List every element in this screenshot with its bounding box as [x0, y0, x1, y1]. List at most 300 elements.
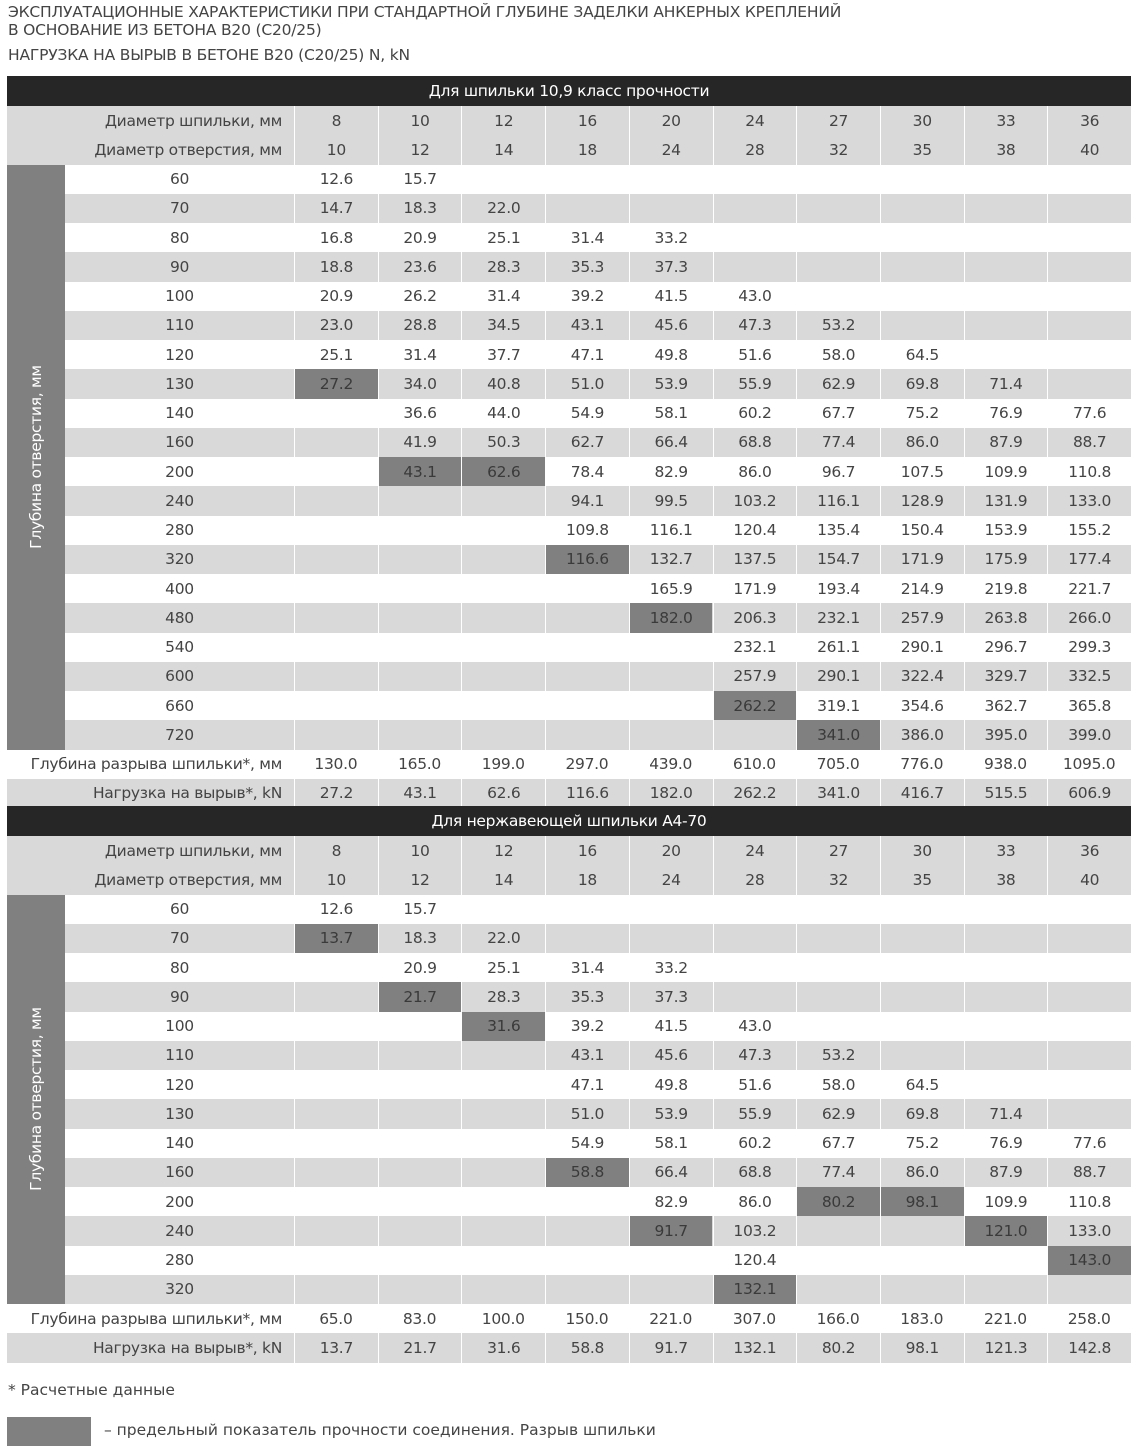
break-depth-cell: 258.0	[1067, 1309, 1111, 1328]
value-cell: 35.3	[545, 252, 629, 281]
depth-cell: 60	[169, 900, 190, 919]
legend-swatch	[7, 1417, 91, 1446]
value-cell	[294, 720, 378, 749]
diameter-row	[7, 836, 1131, 865]
limit-value-cell: 116.6	[545, 545, 629, 574]
depth-cell: 100	[165, 287, 194, 306]
value-cell	[294, 1246, 378, 1275]
value-cell	[461, 1216, 545, 1245]
value-cell	[461, 720, 545, 749]
value-cell	[880, 1275, 964, 1304]
value-cell	[545, 574, 629, 603]
value-cell	[964, 165, 1048, 194]
diameter-cell: 20	[629, 836, 713, 865]
value-cell: 51.0	[545, 369, 629, 398]
value-cell: 96.7	[796, 457, 880, 486]
limit-value-cell: 80.2	[796, 1187, 880, 1216]
value-cell	[461, 545, 545, 574]
header-line-3: НАГРУЗКА НА ВЫРЫВ В БЕТОНЕ В20 (С20/25) N, kN	[8, 46, 410, 64]
value-cell: 28.3	[461, 982, 545, 1011]
depth-axis-label-box	[7, 895, 65, 1305]
value-cell: 66.4	[629, 1158, 713, 1187]
value-cell: 31.4	[378, 340, 462, 369]
value-cell: 171.9	[713, 574, 797, 603]
value-cell: 232.1	[796, 603, 880, 632]
value-cell	[461, 1099, 545, 1128]
footnote: * Расчетные данные	[8, 1381, 175, 1399]
depth-cell: 130	[165, 1104, 194, 1123]
value-cell	[880, 1216, 964, 1245]
depth-cell: 90	[169, 987, 190, 1006]
value-cell	[461, 603, 545, 632]
value-cell: 82.9	[629, 457, 713, 486]
pullout-load-cell: 27.2	[294, 779, 378, 808]
value-cell: 263.8	[964, 603, 1048, 632]
value-cell	[796, 924, 880, 953]
value-cell: 28.3	[461, 252, 545, 281]
value-cell	[880, 311, 964, 340]
value-cell	[378, 691, 462, 720]
value-cell	[378, 486, 462, 515]
value-cell	[378, 574, 462, 603]
table-row	[7, 691, 1131, 720]
value-cell: 28.8	[378, 311, 462, 340]
value-cell: 177.4	[1047, 545, 1131, 574]
value-cell: 133.0	[1047, 486, 1131, 515]
value-cell: 86.0	[713, 457, 797, 486]
value-cell	[461, 633, 545, 662]
value-cell	[880, 194, 964, 223]
value-cell	[378, 516, 462, 545]
value-cell: 88.7	[1047, 1158, 1131, 1187]
value-cell: 18.8	[294, 252, 378, 281]
value-cell: 257.9	[880, 603, 964, 632]
value-cell	[1047, 165, 1131, 194]
value-cell	[880, 1041, 964, 1070]
table-row	[7, 1246, 1131, 1275]
limit-value-cell: 21.7	[378, 982, 462, 1011]
table-row	[7, 1158, 1131, 1187]
table-row	[7, 1187, 1131, 1216]
value-cell	[294, 1099, 378, 1128]
value-cell	[378, 1070, 462, 1099]
hole-diameter-cell: 32	[796, 135, 880, 164]
hole-diameter-cell: 18	[545, 135, 629, 164]
value-cell: 58.1	[629, 399, 713, 428]
diameter-label: Диаметр шпильки, мм	[104, 111, 282, 130]
depth-axis-label: Глубина отверстия, мм	[27, 1007, 45, 1192]
value-cell	[294, 1187, 378, 1216]
value-cell: 62.9	[796, 1099, 880, 1128]
value-cell: 110.8	[1047, 1187, 1131, 1216]
value-cell	[964, 953, 1048, 982]
hole-diameter-cell: 40	[1047, 135, 1131, 164]
diameter-cell: 8	[294, 836, 378, 865]
hole-diameter-row	[7, 865, 1131, 894]
diameter-cell: 27	[796, 836, 880, 865]
value-cell: 51.6	[713, 1070, 797, 1099]
value-cell: 88.7	[1047, 428, 1131, 457]
table-row	[7, 457, 1131, 486]
value-cell: 12.6	[294, 895, 378, 924]
value-cell	[294, 1158, 378, 1187]
break-depth-cell: 130.0	[314, 755, 358, 774]
value-cell	[294, 1041, 378, 1070]
value-cell	[1047, 1275, 1131, 1304]
value-cell: 206.3	[713, 603, 797, 632]
value-cell	[294, 1275, 378, 1304]
break-depth-cell: 166.0	[816, 1309, 860, 1328]
depth-cell: 240	[165, 1221, 194, 1240]
value-cell: 41.5	[629, 282, 713, 311]
value-cell: 60.2	[713, 399, 797, 428]
value-cell: 319.1	[796, 691, 880, 720]
value-cell	[1047, 194, 1131, 223]
value-cell: 36.6	[378, 399, 462, 428]
value-cell	[378, 545, 462, 574]
value-cell	[545, 194, 629, 223]
value-cell	[713, 223, 797, 252]
break-depth-cell: 297.0	[565, 755, 609, 774]
depth-cell: 80	[169, 958, 190, 977]
value-cell: 109.8	[545, 516, 629, 545]
hole-diameter-cell: 38	[964, 135, 1048, 164]
value-cell	[294, 1216, 378, 1245]
pullout-load-cell: 341.0	[796, 779, 880, 808]
value-cell	[796, 1012, 880, 1041]
depth-cell: 600	[165, 667, 194, 686]
break-depth-cell: 776.0	[900, 755, 944, 774]
value-cell: 68.8	[713, 428, 797, 457]
value-cell: 354.6	[880, 691, 964, 720]
value-cell: 75.2	[880, 399, 964, 428]
depth-cell: 110	[165, 316, 194, 335]
value-cell: 131.9	[964, 486, 1048, 515]
value-cell: 34.0	[378, 369, 462, 398]
hole-diameter-cell: 12	[378, 135, 462, 164]
value-cell: 120.4	[713, 1246, 797, 1275]
depth-cell: 70	[169, 929, 190, 948]
diameter-row	[7, 106, 1131, 135]
pullout-load-cell: 13.7	[294, 1333, 378, 1362]
value-cell: 214.9	[880, 574, 964, 603]
limit-value-cell: 13.7	[294, 924, 378, 953]
value-cell: 31.4	[545, 953, 629, 982]
value-cell	[1047, 895, 1131, 924]
value-cell: 64.5	[880, 340, 964, 369]
value-cell	[880, 282, 964, 311]
value-cell	[1047, 369, 1131, 398]
value-cell	[378, 603, 462, 632]
value-cell	[629, 194, 713, 223]
value-cell	[629, 924, 713, 953]
value-cell: 62.9	[796, 369, 880, 398]
value-cell	[294, 1070, 378, 1099]
pullout-load-cell: 62.6	[461, 779, 545, 808]
table-row	[7, 982, 1131, 1011]
value-cell	[294, 953, 378, 982]
diameter-cell: 30	[880, 836, 964, 865]
value-cell	[545, 691, 629, 720]
break-depth-cell: 83.0	[402, 1309, 437, 1328]
limit-value-cell: 132.1	[713, 1275, 797, 1304]
table-row	[7, 311, 1131, 340]
value-cell	[713, 953, 797, 982]
value-cell: 67.7	[796, 1129, 880, 1158]
value-cell	[1047, 1041, 1131, 1070]
value-cell: 150.4	[880, 516, 964, 545]
value-cell: 47.1	[545, 340, 629, 369]
value-cell	[796, 252, 880, 281]
value-cell	[629, 165, 713, 194]
value-cell: 329.7	[964, 662, 1048, 691]
value-cell: 266.0	[1047, 603, 1131, 632]
depth-cell: 320	[165, 550, 194, 569]
value-cell: 58.1	[629, 1129, 713, 1158]
value-cell	[796, 895, 880, 924]
value-cell: 386.0	[880, 720, 964, 749]
hole-diameter-cell: 10	[294, 865, 378, 894]
value-cell: 53.9	[629, 1099, 713, 1128]
depth-cell: 130	[165, 374, 194, 393]
value-cell: 76.9	[964, 399, 1048, 428]
value-cell: 171.9	[880, 545, 964, 574]
value-cell: 37.3	[629, 982, 713, 1011]
value-cell: 69.8	[880, 369, 964, 398]
pullout-load-cell: 515.5	[964, 779, 1048, 808]
value-cell	[1047, 924, 1131, 953]
table-row	[7, 633, 1131, 662]
value-cell	[964, 1246, 1048, 1275]
break-depth-cell: 221.0	[984, 1309, 1027, 1328]
value-cell: 82.9	[629, 1187, 713, 1216]
value-cell	[713, 924, 797, 953]
value-cell: 193.4	[796, 574, 880, 603]
value-cell: 221.7	[1047, 574, 1131, 603]
value-cell: 25.1	[461, 953, 545, 982]
value-cell	[545, 603, 629, 632]
table-row	[7, 252, 1131, 281]
value-cell	[880, 223, 964, 252]
depth-cell: 70	[169, 199, 190, 218]
value-cell: 34.5	[461, 311, 545, 340]
value-cell: 77.6	[1047, 1129, 1131, 1158]
value-cell	[545, 924, 629, 953]
pullout-load-cell: 98.1	[880, 1333, 964, 1362]
value-cell: 47.1	[545, 1070, 629, 1099]
value-cell: 23.6	[378, 252, 462, 281]
value-cell	[1047, 1070, 1131, 1099]
value-cell: 53.2	[796, 1041, 880, 1070]
table-row	[7, 895, 1131, 924]
value-cell: 77.4	[796, 428, 880, 457]
value-cell	[378, 1158, 462, 1187]
value-cell: 77.6	[1047, 399, 1131, 428]
value-cell	[1047, 340, 1131, 369]
value-cell: 66.4	[629, 428, 713, 457]
depth-axis-label-box	[7, 165, 65, 750]
depth-cell: 110	[165, 1046, 194, 1065]
value-cell: 99.5	[629, 486, 713, 515]
depth-cell: 400	[165, 579, 194, 598]
value-cell	[964, 895, 1048, 924]
value-cell: 132.7	[629, 545, 713, 574]
diameter-cell: 36	[1047, 836, 1131, 865]
diameter-cell: 24	[713, 106, 797, 135]
table-row	[7, 1216, 1131, 1245]
value-cell	[1047, 252, 1131, 281]
value-cell	[378, 1129, 462, 1158]
value-cell: 37.3	[629, 252, 713, 281]
value-cell	[378, 1246, 462, 1275]
value-cell	[294, 399, 378, 428]
table-row	[7, 486, 1131, 515]
value-cell	[964, 311, 1048, 340]
hole-diameter-row	[7, 135, 1131, 164]
value-cell: 22.0	[461, 924, 545, 953]
hole-diameter-cell: 35	[880, 135, 964, 164]
value-cell: 219.8	[964, 574, 1048, 603]
value-cell	[461, 486, 545, 515]
value-cell: 55.9	[713, 1099, 797, 1128]
value-cell: 107.5	[880, 457, 964, 486]
value-cell	[545, 720, 629, 749]
pullout-load-cell: 80.2	[796, 1333, 880, 1362]
table-row	[7, 1070, 1131, 1099]
pullout-load-label: Нагрузка на вырыв*, kN	[92, 1338, 282, 1357]
value-cell	[629, 895, 713, 924]
value-cell: 103.2	[713, 486, 797, 515]
value-cell: 31.4	[461, 282, 545, 311]
hole-diameter-cell: 28	[713, 865, 797, 894]
table-row	[7, 1099, 1131, 1128]
value-cell	[461, 895, 545, 924]
value-cell: 54.9	[545, 1129, 629, 1158]
pullout-load-cell: 416.7	[880, 779, 964, 808]
value-cell: 76.9	[964, 1129, 1048, 1158]
value-cell: 86.0	[880, 1158, 964, 1187]
break-depth-cell: 705.0	[816, 755, 860, 774]
break-depth-cell: 307.0	[732, 1309, 776, 1328]
diameter-cell: 8	[294, 106, 378, 135]
depth-cell: 200	[165, 1192, 194, 1211]
break-depth-cell: 165.0	[398, 755, 441, 774]
value-cell: 68.8	[713, 1158, 797, 1187]
value-cell	[461, 1070, 545, 1099]
value-cell	[880, 165, 964, 194]
value-cell	[461, 574, 545, 603]
value-cell: 12.6	[294, 165, 378, 194]
break-depth-cell: 610.0	[732, 755, 776, 774]
value-cell	[294, 662, 378, 691]
pullout-load-cell: 121.3	[964, 1333, 1048, 1362]
value-cell	[545, 1246, 629, 1275]
value-cell: 332.5	[1047, 662, 1131, 691]
value-cell: 44.0	[461, 399, 545, 428]
pullout-load-cell: 116.6	[545, 779, 629, 808]
break-depth-cell: 221.0	[649, 1309, 693, 1328]
hole-diameter-cell: 14	[461, 865, 545, 894]
value-cell	[1047, 311, 1131, 340]
diameter-cell: 33	[964, 836, 1048, 865]
value-cell	[294, 1129, 378, 1158]
table-row	[7, 924, 1131, 953]
pullout-load-label: Нагрузка на вырыв*, kN	[92, 784, 282, 803]
value-cell	[964, 1070, 1048, 1099]
limit-value-cell: 58.8	[545, 1158, 629, 1187]
value-cell: 14.7	[294, 194, 378, 223]
legend-text: – предельный показатель прочности соединения. Разрыв шпильки	[104, 1421, 656, 1439]
value-cell: 43.0	[713, 282, 797, 311]
value-cell: 43.0	[713, 1012, 797, 1041]
header-line-2: В ОСНОВАНИЕ ИЗ БЕТОНА В20 (С20/25)	[8, 21, 322, 39]
value-cell: 43.1	[545, 1041, 629, 1070]
value-cell	[545, 662, 629, 691]
value-cell: 86.0	[880, 428, 964, 457]
depth-cell: 140	[165, 1134, 194, 1153]
table-row	[7, 282, 1131, 311]
value-cell: 18.3	[378, 194, 462, 223]
value-cell	[294, 603, 378, 632]
table-row	[7, 953, 1131, 982]
depth-cell: 240	[165, 491, 194, 510]
value-cell: 87.9	[964, 1158, 1048, 1187]
diameter-cell: 30	[880, 106, 964, 135]
hole-diameter-cell: 40	[1047, 865, 1131, 894]
value-cell	[378, 1099, 462, 1128]
value-cell: 51.0	[545, 1099, 629, 1128]
break-depth-cell: 1095.0	[1062, 755, 1116, 774]
value-cell	[378, 1041, 462, 1070]
limit-value-cell: 182.0	[629, 603, 713, 632]
value-cell: 41.9	[378, 428, 462, 457]
value-cell: 77.4	[796, 1158, 880, 1187]
value-cell: 49.8	[629, 340, 713, 369]
value-cell: 399.0	[1047, 720, 1131, 749]
value-cell: 322.4	[880, 662, 964, 691]
value-cell	[713, 165, 797, 194]
pullout-load-cell: 91.7	[629, 1333, 713, 1362]
value-cell	[378, 633, 462, 662]
table-row	[7, 1129, 1131, 1158]
value-cell: 39.2	[545, 1012, 629, 1041]
value-cell: 47.3	[713, 1041, 797, 1070]
depth-cell: 720	[165, 725, 194, 744]
value-cell	[629, 662, 713, 691]
value-cell	[880, 924, 964, 953]
value-cell	[1047, 1012, 1131, 1041]
value-cell: 18.3	[378, 924, 462, 953]
diameter-cell: 27	[796, 106, 880, 135]
hole-diameter-label: Диаметр отверстия, мм	[94, 870, 282, 889]
value-cell	[713, 895, 797, 924]
break-depth-label: Глубина разрыва шпильки*, мм	[30, 1309, 282, 1328]
value-cell: 60.2	[713, 1129, 797, 1158]
limit-value-cell: 262.2	[713, 691, 797, 720]
hole-diameter-cell: 35	[880, 865, 964, 894]
value-cell: 362.7	[964, 691, 1048, 720]
value-cell	[294, 633, 378, 662]
value-cell: 20.9	[294, 282, 378, 311]
value-cell: 53.9	[629, 369, 713, 398]
hole-diameter-cell: 24	[629, 865, 713, 894]
value-cell	[294, 1012, 378, 1041]
pullout-load-cell: 262.2	[713, 779, 797, 808]
value-cell	[713, 252, 797, 281]
depth-cell: 200	[165, 462, 194, 481]
limit-value-cell: 43.1	[378, 457, 462, 486]
value-cell: 165.9	[629, 574, 713, 603]
